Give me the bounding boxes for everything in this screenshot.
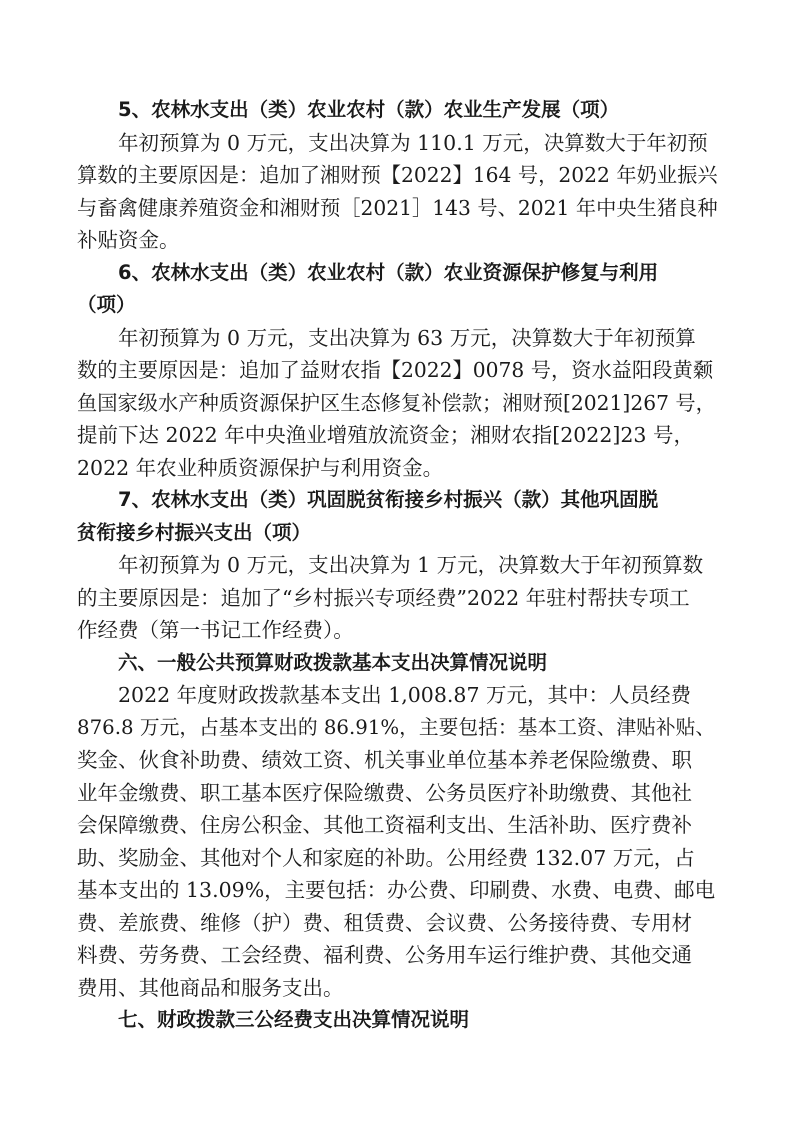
paragraph-line: 基本支出的 13.09%，主要包括：办公费、印刷费、水费、电费、邮电 — [77, 878, 716, 902]
paragraph-line: 年初预算为 0 万元，支出决算为 110.1 万元，决算数大于年初预 — [118, 131, 708, 155]
paragraph-line: 业年金缴费、职工基本医疗保险缴费、公务员医疗补助缴费、其他社 — [77, 781, 692, 805]
paragraph-line: 与畜禽健康养殖资金和湘财预［2021］143 号、2021 年中央生猪良种 — [77, 196, 718, 220]
paragraph-line: 助、奖励金、其他对个人和家庭的补助。公用经费 132.07 万元，占 — [77, 846, 695, 870]
paragraph-line: 鱼国家级水产种质资源保护区生态修复补偿款；湘财预[2021]267 号， — [77, 391, 716, 415]
paragraph-line: 费、差旅费、维修（护）费、租赁费、会议费、公务接待费、专用材 — [77, 911, 692, 935]
paragraph-line: 作经费（第一书记工作经费）。 — [77, 618, 354, 642]
section-7-heading-cont: 贫衔接乡村振兴支出（项） — [77, 521, 312, 544]
paragraph-line: 提前下达 2022 年中央渔业增殖放流资金；湘财农指[2022]23 号， — [77, 423, 694, 447]
paragraph-line: 数的主要原因是：追加了益财农指【2022】0078 号，资水益阳段黄颡 — [77, 358, 714, 382]
paragraph-line: 会保障缴费、住房公积金、其他工资福利支出、生活补助、医疗费补 — [77, 813, 692, 837]
paragraph-line: 料费、劳务费、工会经费、福利费、公务用车运行维护费、其他交通 — [77, 943, 692, 967]
section-6-heading-cont: （项） — [77, 293, 136, 316]
section-6-heading: 6、农林水支出（类）农业农村（款）农业资源保护修复与利用 — [118, 261, 659, 284]
section-six-heading: 六、一般公共预算财政拨款基本支出决算情况说明 — [118, 651, 548, 674]
paragraph-line: 费用、其他商品和服务支出。 — [77, 976, 344, 1000]
paragraph-line: 补贴资金。 — [77, 228, 180, 252]
paragraph-line: 2022 年度财政拨款基本支出 1,008.87 万元，其中：人员经费 — [118, 683, 692, 707]
paragraph-line: 年初预算为 0 万元，支出决算为 1 万元，决算数大于年初预算数 — [118, 553, 704, 577]
section-5-heading: 5、农林水支出（类）农业农村（款）农业生产发展（项） — [118, 98, 620, 121]
paragraph-line: 奖金、伙食补助费、绩效工资、机关事业单位基本养老保险缴费、职 — [77, 748, 692, 772]
paragraph-line: 2022 年农业种质资源保护与利用资金。 — [77, 456, 444, 480]
section-7-heading: 7、农林水支出（类）巩固脱贫衔接乡村振兴（款）其他巩固脱 — [118, 488, 659, 511]
paragraph-line: 876.8 万元，占基本支出的 86.91%，主要包括：基本工资、津贴补贴、 — [77, 716, 716, 739]
section-seven-heading: 七、财政拨款三公经费支出决算情况说明 — [118, 1008, 470, 1031]
paragraph-line: 算数的主要原因是：追加了湘财预【2022】164 号，2022 年奶业振兴 — [77, 163, 718, 187]
paragraph-line: 年初预算为 0 万元，支出决算为 63 万元，决算数大于年初预算 — [118, 326, 696, 350]
paragraph-line: 的主要原因是：追加了“乡村振兴专项经费”2022 年驻村帮扶专项工 — [77, 586, 690, 610]
